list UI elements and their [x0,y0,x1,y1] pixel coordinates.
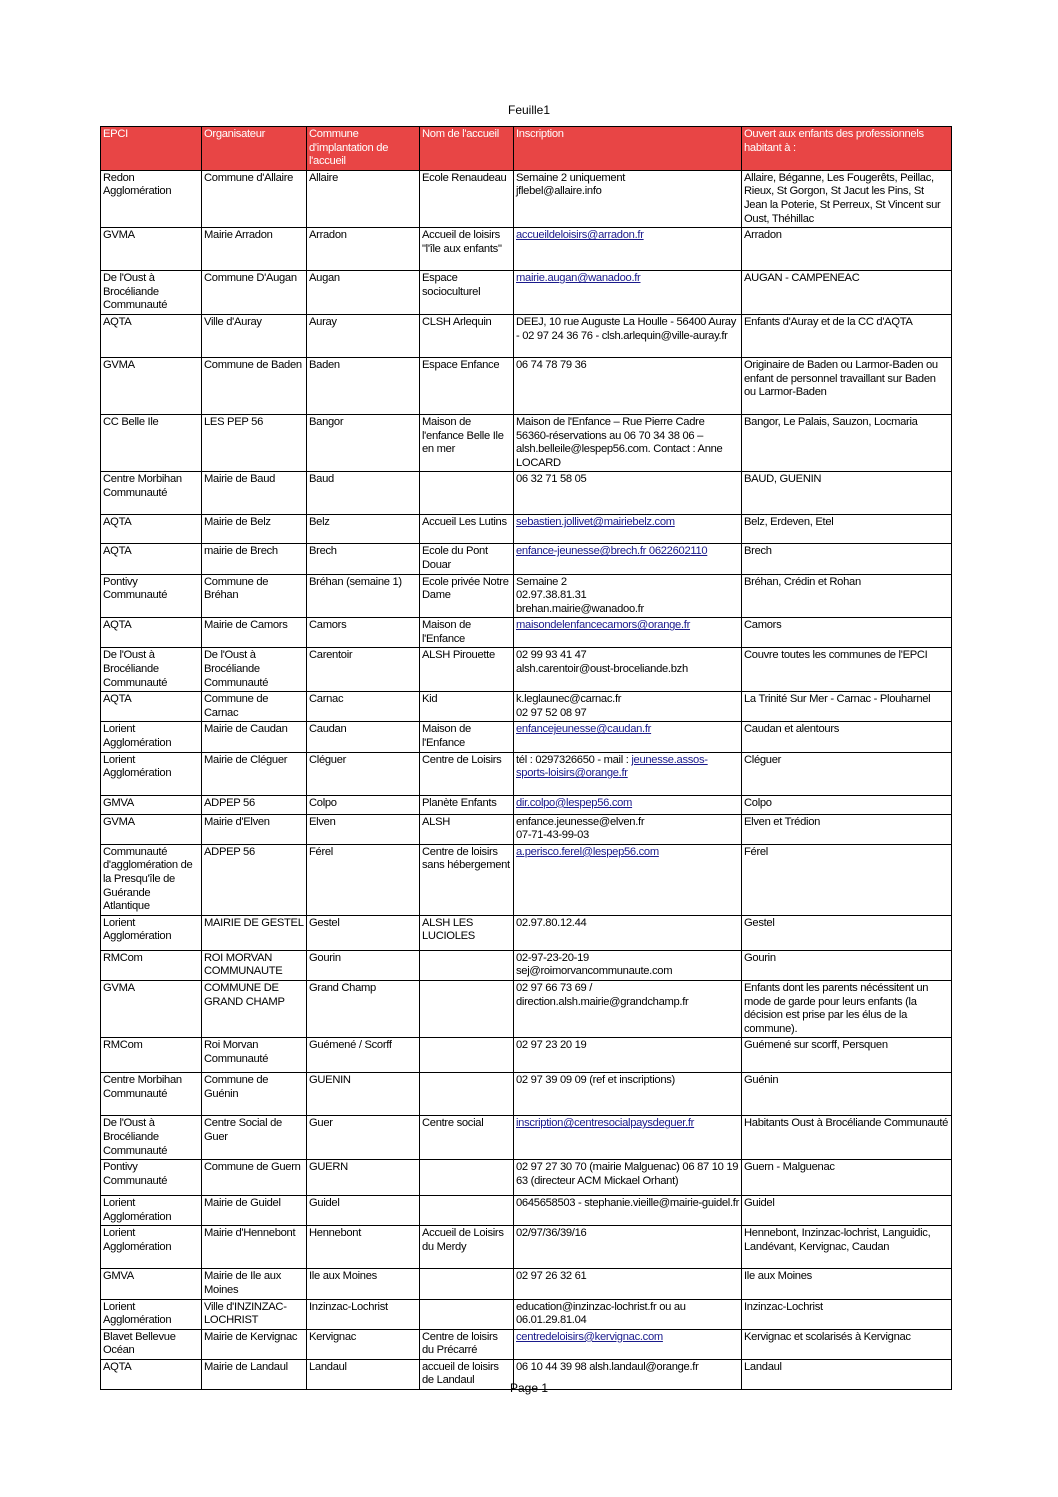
header-ouvert: Ouvert aux enfants des professionnels habitant à : [742,127,952,171]
cell-inscription [514,980,742,1037]
cell-commune: Ile aux Moines [307,1269,420,1299]
cell-ouvert: Ile aux Moines [742,1269,952,1299]
inscription-text: 02-97-23-20-19 sej@roimorvancommunaute.com [516,951,673,978]
cell-organisateur: Commune de Guénin [202,1073,307,1116]
header-epci: EPCI [101,127,202,171]
table-row [101,752,952,795]
cell-inscription [514,950,742,980]
cell-organisateur: Mairie d'Elven [202,814,307,844]
cell-commune: Camors [307,618,420,648]
cell-commune: Grand Champ [307,980,420,1037]
header-organisateur: Organisateur [202,127,307,171]
cell-organisateur: Commune d'Allaire [202,170,307,227]
cell-ouvert: Gourin [742,950,952,980]
cell-inscription [514,722,742,752]
cell-epci: GVMA [101,228,202,271]
cell-inscription [514,271,742,315]
inscription-text: 06 10 44 39 98 alsh.landaul@orange.fr [516,1360,699,1373]
cell-inscription [514,648,742,692]
cell-epci: Blavet Bellevue Océan [101,1329,202,1359]
table-row [101,844,952,915]
cell-inscription [514,414,742,471]
table-row [101,414,952,471]
cell-commune: Kervignac [307,1329,420,1359]
cell-inscription [514,1299,742,1329]
cell-ouvert: Arradon [742,228,952,271]
table-row [101,544,952,574]
cell-inscription [514,1329,742,1359]
email-link[interactable]: enfancejeunesse@caudan.fr [516,723,652,736]
inscription-text: enfance.jeunesse@elven.fr 07-71-43-99-03 [516,815,645,842]
cell-nom-accueil: ALSH Pirouette [420,648,514,692]
cell-commune: Guer [307,1116,420,1160]
cell-ouvert: Enfants d'Auray et de la CC d'AQTA [742,314,952,357]
cell-commune: Bréhan (semaine 1) [307,574,420,618]
table-row [101,915,952,950]
cell-inscription [514,357,742,414]
table-row [101,574,952,618]
table-row [101,515,952,544]
cell-commune: Gestel [307,915,420,950]
cell-organisateur: Mairie de Landaul [202,1359,307,1389]
cell-organisateur: ADPEP 56 [202,844,307,915]
cell-nom-accueil: Maison de l'Enfance [420,722,514,752]
cell-epci: Communauté d'agglomération de la Presqu'île de Guérande Atlantique [101,844,202,915]
cell-nom-accueil [420,1196,514,1226]
table-row [101,1073,952,1116]
cell-nom-accueil: accueil de loisirs de Landaul [420,1359,514,1389]
cell-nom-accueil [420,1269,514,1299]
cell-ouvert: Caudan et alentours [742,722,952,752]
cell-epci: GMVA [101,1269,202,1299]
cell-epci: De l'Oust à Brocéliande Communauté [101,648,202,692]
cell-epci: AQTA [101,1359,202,1389]
table-body [101,170,952,1389]
table-row [101,228,952,271]
cell-epci: Lorient Agglomération [101,1299,202,1329]
cell-nom-accueil: CLSH Arlequin [420,314,514,357]
table-row [101,1196,952,1226]
cell-commune: Cléguer [307,752,420,795]
inscription-text: Semaine 2 02.97.38.81.31 brehan.mairie@wanadoo.fr [516,575,644,615]
cell-commune: Arradon [307,228,420,271]
table-row [101,357,952,414]
table-row [101,618,952,648]
cell-nom-accueil: Accueil Les Lutins [420,515,514,544]
cell-ouvert: AUGAN - CAMPENEAC [742,271,952,315]
cell-inscription [514,544,742,574]
cell-nom-accueil [420,1073,514,1116]
cell-organisateur: COMMUNE DE GRAND CHAMP [202,980,307,1037]
cell-commune: Landaul [307,1359,420,1389]
cell-ouvert: Guénin [742,1073,952,1116]
email-link[interactable]: accueildeloisirs@arradon.fr [516,229,644,242]
cell-inscription [514,1269,742,1299]
inscription-text: Maison de l'Enfance – Rue Pierre Cadre 56360-réservations au 06 70 34 38 06 – alsh.belleile@lespep56.com. Contact : Anne LOCARD [516,415,723,469]
cell-organisateur: Mairie de Kervignac [202,1329,307,1359]
cell-nom-accueil: Centre de Loisirs [420,752,514,795]
inscription-text: k.leglaunec@carnac.fr 02 97 52 08 97 [516,693,622,719]
inscription-text: 02 99 93 41 47 alsh.carentoir@oust-broceliande.bzh [516,649,688,676]
inscription-text: education@inzinzac-lochrist.fr ou au 06.01.29.81.04 [516,1300,686,1327]
cell-epci: Centre Morbihan Communauté [101,472,202,515]
cell-ouvert: Allaire, Béganne, Les Fougerêts, Peillac, Rieux, St Gorgon, St Jacut les Pins, St Jean la Poterie, St Perreux, St Vincent sur Oust, Théhillac [742,170,952,227]
cell-inscription [514,814,742,844]
cell-organisateur: Commune de Carnac [202,692,307,722]
inscription-text: tél : 0297326650 - mail : [516,753,632,766]
cell-epci: Pontivy Communauté [101,574,202,618]
table-row [101,314,952,357]
cell-inscription [514,170,742,227]
cell-nom-accueil [420,472,514,515]
table-row [101,472,952,515]
table-row [101,722,952,752]
table-row [101,271,952,315]
inscription-text: 06 74 78 79 36 [516,358,587,371]
cell-commune: Auray [307,314,420,357]
email-link[interactable]: maisondelenfancecamors@orange.fr [516,619,691,632]
cell-epci: AQTA [101,692,202,722]
cell-organisateur: ADPEP 56 [202,795,307,814]
inscription-text: 02/97/36/39/16 [516,1227,587,1240]
cell-organisateur: Mairie de Caudan [202,722,307,752]
cell-epci: Centre Morbihan Communauté [101,1073,202,1116]
cell-nom-accueil: Ecole Renaudeau [420,170,514,227]
cell-epci: De l'Oust à Brocéliande Communauté [101,1116,202,1160]
page-number: Page 1 [509,1381,549,1395]
cell-inscription [514,574,742,618]
cell-commune: Colpo [307,795,420,814]
cell-commune: Brech [307,544,420,574]
cell-organisateur: Mairie de Guidel [202,1196,307,1226]
table-row [101,1329,952,1359]
table-row [101,814,952,844]
cell-inscription [514,472,742,515]
cell-nom-accueil: Centre de loisirs sans hébergement [420,844,514,915]
cell-commune: GUENIN [307,1073,420,1116]
cell-epci: GVMA [101,357,202,414]
cell-ouvert: Cléguer [742,752,952,795]
cell-ouvert: Bréhan, Crédin et Rohan [742,574,952,618]
inscription-text: 02 97 27 30 70 (mairie Malguenac) 06 87 10 19 63 (directeur ACM Mickael Orhant) [516,1161,739,1187]
cell-nom-accueil: Espace socioculturel [420,271,514,315]
inscription-text: 02 97 66 73 69 / direction.alsh.mairie@grandchamp.fr [516,981,689,1008]
cell-commune: Baud [307,472,420,515]
cell-organisateur: LES PEP 56 [202,414,307,471]
header-row [101,127,952,171]
email-link[interactable]: sebastien.jollivet@mairiebelz.com [516,516,675,529]
cell-nom-accueil [420,1299,514,1329]
cell-organisateur: Commune de Baden [202,357,307,414]
cell-inscription [514,1038,742,1073]
cell-inscription [514,1073,742,1116]
cell-epci: Lorient Agglomération [101,722,202,752]
cell-epci: GVMA [101,814,202,844]
cell-epci: AQTA [101,515,202,544]
cell-epci: Redon Agglomération [101,170,202,227]
header-nom-accueil: Nom de l'accueil [420,127,514,171]
cell-commune: Guidel [307,1196,420,1226]
table-row [101,1116,952,1160]
cell-ouvert: Belz, Erdeven, Etel [742,515,952,544]
cell-ouvert: BAUD, GUENIN [742,472,952,515]
data-table [100,126,952,1390]
cell-ouvert: Originaire de Baden ou Larmor-Baden ou enfant de personnel travaillant sur Baden ou Larmor-Baden [742,357,952,414]
cell-organisateur: Ville d'INZINZAC-LOCHRIST [202,1299,307,1329]
cell-ouvert: Landaul [742,1359,952,1389]
cell-epci: Lorient Agglomération [101,752,202,795]
cell-organisateur: mairie de Brech [202,544,307,574]
cell-ouvert: Elven et Trédion [742,814,952,844]
inscription-text: DEEJ, 10 rue Auguste La Houlle - 56400 Auray - 02 97 24 36 76 - clsh.arlequin@ville-auray.fr [516,315,737,342]
cell-inscription [514,515,742,544]
cell-epci: RMCom [101,950,202,980]
cell-organisateur: Commune D'Augan [202,271,307,315]
cell-ouvert: Inzinzac-Lochrist [742,1299,952,1329]
email-link[interactable]: centredeloisirs@kervignac.com [516,1330,663,1343]
cell-inscription [514,692,742,722]
cell-epci: Pontivy Communauté [101,1160,202,1196]
inscription-text: 02 97 23 20 19 [516,1039,587,1052]
cell-nom-accueil: Accueil de loisirs "l'île aux enfants" [420,228,514,271]
cell-nom-accueil: ALSH LES LUCIOLES [420,915,514,950]
table-row [101,1299,952,1329]
inscription-text: Semaine 2 uniquement jflebel@allaire.info [516,171,626,198]
cell-organisateur: Mairie de Cléguer [202,752,307,795]
cell-inscription [514,752,742,795]
cell-ouvert: La Trinité Sur Mer - Carnac - Plouharnel [742,692,952,722]
cell-commune: Bangor [307,414,420,471]
cell-ouvert: Camors [742,618,952,648]
email-link[interactable]: dir.colpo@lespep56.com [516,796,633,809]
cell-commune: Elven [307,814,420,844]
cell-epci: CC Belle Ile [101,414,202,471]
cell-epci: AQTA [101,544,202,574]
table-row [101,1038,952,1073]
cell-ouvert: Enfants dont les parents nécéssitent un mode de garde pour leurs enfants (la décision est prise par les élus de la commune). [742,980,952,1037]
cell-organisateur: Roi Morvan Communauté [202,1038,307,1073]
cell-nom-accueil: Ecole du Pont Douar [420,544,514,574]
cell-epci: Lorient Agglomération [101,915,202,950]
email-link[interactable]: jeunesse.assos-sports-loisirs@orange.fr [516,753,708,780]
table-row [101,648,952,692]
cell-commune: Baden [307,357,420,414]
cell-organisateur: Commune de Bréhan [202,574,307,618]
inscription-text: 02.97.80.12.44 [516,916,587,929]
cell-organisateur: Ville d'Auray [202,314,307,357]
cell-ouvert: Bangor, Le Palais, Sauzon, Locmaria [742,414,952,471]
cell-ouvert: Habitants Oust à Brocéliande Communauté [742,1116,952,1160]
cell-inscription [514,1196,742,1226]
cell-organisateur: Mairie d'Hennebont [202,1226,307,1269]
cell-epci: AQTA [101,314,202,357]
cell-ouvert: Guémené sur scorff, Persquen [742,1038,952,1073]
cell-epci: RMCom [101,1038,202,1073]
cell-commune: Guémené / Scorff [307,1038,420,1073]
inscription-text: 0645658503 - stephanie.vieille@mairie-guidel.fr [516,1197,740,1210]
cell-commune: Augan [307,271,420,315]
table-row [101,692,952,722]
inscription-text: 02 97 39 09 09 (ref et inscriptions) [516,1074,675,1087]
cell-nom-accueil [420,950,514,980]
table-row [101,170,952,227]
cell-ouvert: Gestel [742,915,952,950]
cell-nom-accueil [420,1038,514,1073]
cell-nom-accueil: Planète Enfants [420,795,514,814]
cell-nom-accueil: Maison de l'enfance Belle Ile en mer [420,414,514,471]
table-row [101,980,952,1037]
cell-commune: Belz [307,515,420,544]
cell-epci: GMVA [101,795,202,814]
inscription-text: 02 97 26 32 61 [516,1270,587,1283]
cell-epci: De l'Oust à Brocéliande Communauté [101,271,202,315]
header-commune: Commune d'implantation de l'accueil [307,127,420,171]
email-link[interactable]: mairie.augan@wanadoo.fr [516,272,641,285]
cell-organisateur: Mairie de Belz [202,515,307,544]
cell-organisateur: Mairie de Ile aux Moines [202,1269,307,1299]
cell-organisateur: Mairie de Baud [202,472,307,515]
cell-commune: Caudan [307,722,420,752]
table-row [101,1269,952,1299]
cell-inscription [514,844,742,915]
email-link[interactable]: a.perisco.ferel@lespep56.com [516,845,659,858]
cell-ouvert: Couvre toutes les communes de l'EPCI [742,648,952,692]
cell-inscription [514,228,742,271]
cell-commune: Gourin [307,950,420,980]
table-row [101,1226,952,1269]
cell-epci: AQTA [101,618,202,648]
cell-ouvert: Brech [742,544,952,574]
sheet-title: Feuille1 [507,103,551,117]
cell-nom-accueil: Accueil de Loisirs du Merdy [420,1226,514,1269]
cell-nom-accueil: Ecole privée Notre Dame [420,574,514,618]
inscription-text: 06 32 71 58 05 [516,473,587,486]
cell-commune: Inzinzac-Lochrist [307,1299,420,1329]
cell-organisateur: Mairie de Camors [202,618,307,648]
cell-nom-accueil: Espace Enfance [420,357,514,414]
cell-nom-accueil: Centre social [420,1116,514,1160]
cell-inscription [514,618,742,648]
cell-epci: GVMA [101,980,202,1037]
cell-ouvert: Colpo [742,795,952,814]
cell-ouvert: Guidel [742,1196,952,1226]
cell-ouvert: Férel [742,844,952,915]
cell-inscription [514,915,742,950]
email-link[interactable]: enfance-jeunesse@brech.fr 0622602110 [516,545,708,558]
cell-commune: Hennebont [307,1226,420,1269]
table-row [101,795,952,814]
cell-commune: Carentoir [307,648,420,692]
cell-organisateur: Mairie Arradon [202,228,307,271]
cell-nom-accueil: Maison de l'Enfance [420,618,514,648]
table-row [101,1160,952,1196]
cell-organisateur: De l'Oust à Brocéliande Communauté [202,648,307,692]
cell-commune: GUERN [307,1160,420,1196]
cell-epci: Lorient Agglomération [101,1196,202,1226]
cell-inscription [514,1226,742,1269]
cell-inscription [514,795,742,814]
cell-organisateur: ROI MORVAN COMMUNAUTE [202,950,307,980]
cell-inscription [514,1160,742,1196]
cell-nom-accueil: Kid [420,692,514,722]
cell-epci: Lorient Agglomération [101,1226,202,1269]
table-row [101,950,952,980]
cell-ouvert: Guern - Malguenac [742,1160,952,1196]
email-link[interactable]: inscription@centresocialpaysdeguer.fr [516,1117,695,1130]
cell-nom-accueil [420,980,514,1037]
cell-commune: Férel [307,844,420,915]
cell-ouvert: Hennebont, Inzinzac-lochrist, Languidic, Landévant, Kervignac, Caudan [742,1226,952,1269]
cell-organisateur: Centre Social de Guer [202,1116,307,1160]
cell-nom-accueil: ALSH [420,814,514,844]
cell-inscription [514,314,742,357]
cell-organisateur: Commune de Guern [202,1160,307,1196]
cell-commune: Allaire [307,170,420,227]
cell-organisateur: MAIRIE DE GESTEL [202,915,307,950]
header-inscription: Inscription [514,127,742,171]
cell-ouvert: Kervignac et scolarisés à Kervignac [742,1329,952,1359]
cell-nom-accueil: Centre de loisirs du Précarré [420,1329,514,1359]
cell-inscription [514,1116,742,1160]
cell-commune: Carnac [307,692,420,722]
cell-nom-accueil [420,1160,514,1196]
